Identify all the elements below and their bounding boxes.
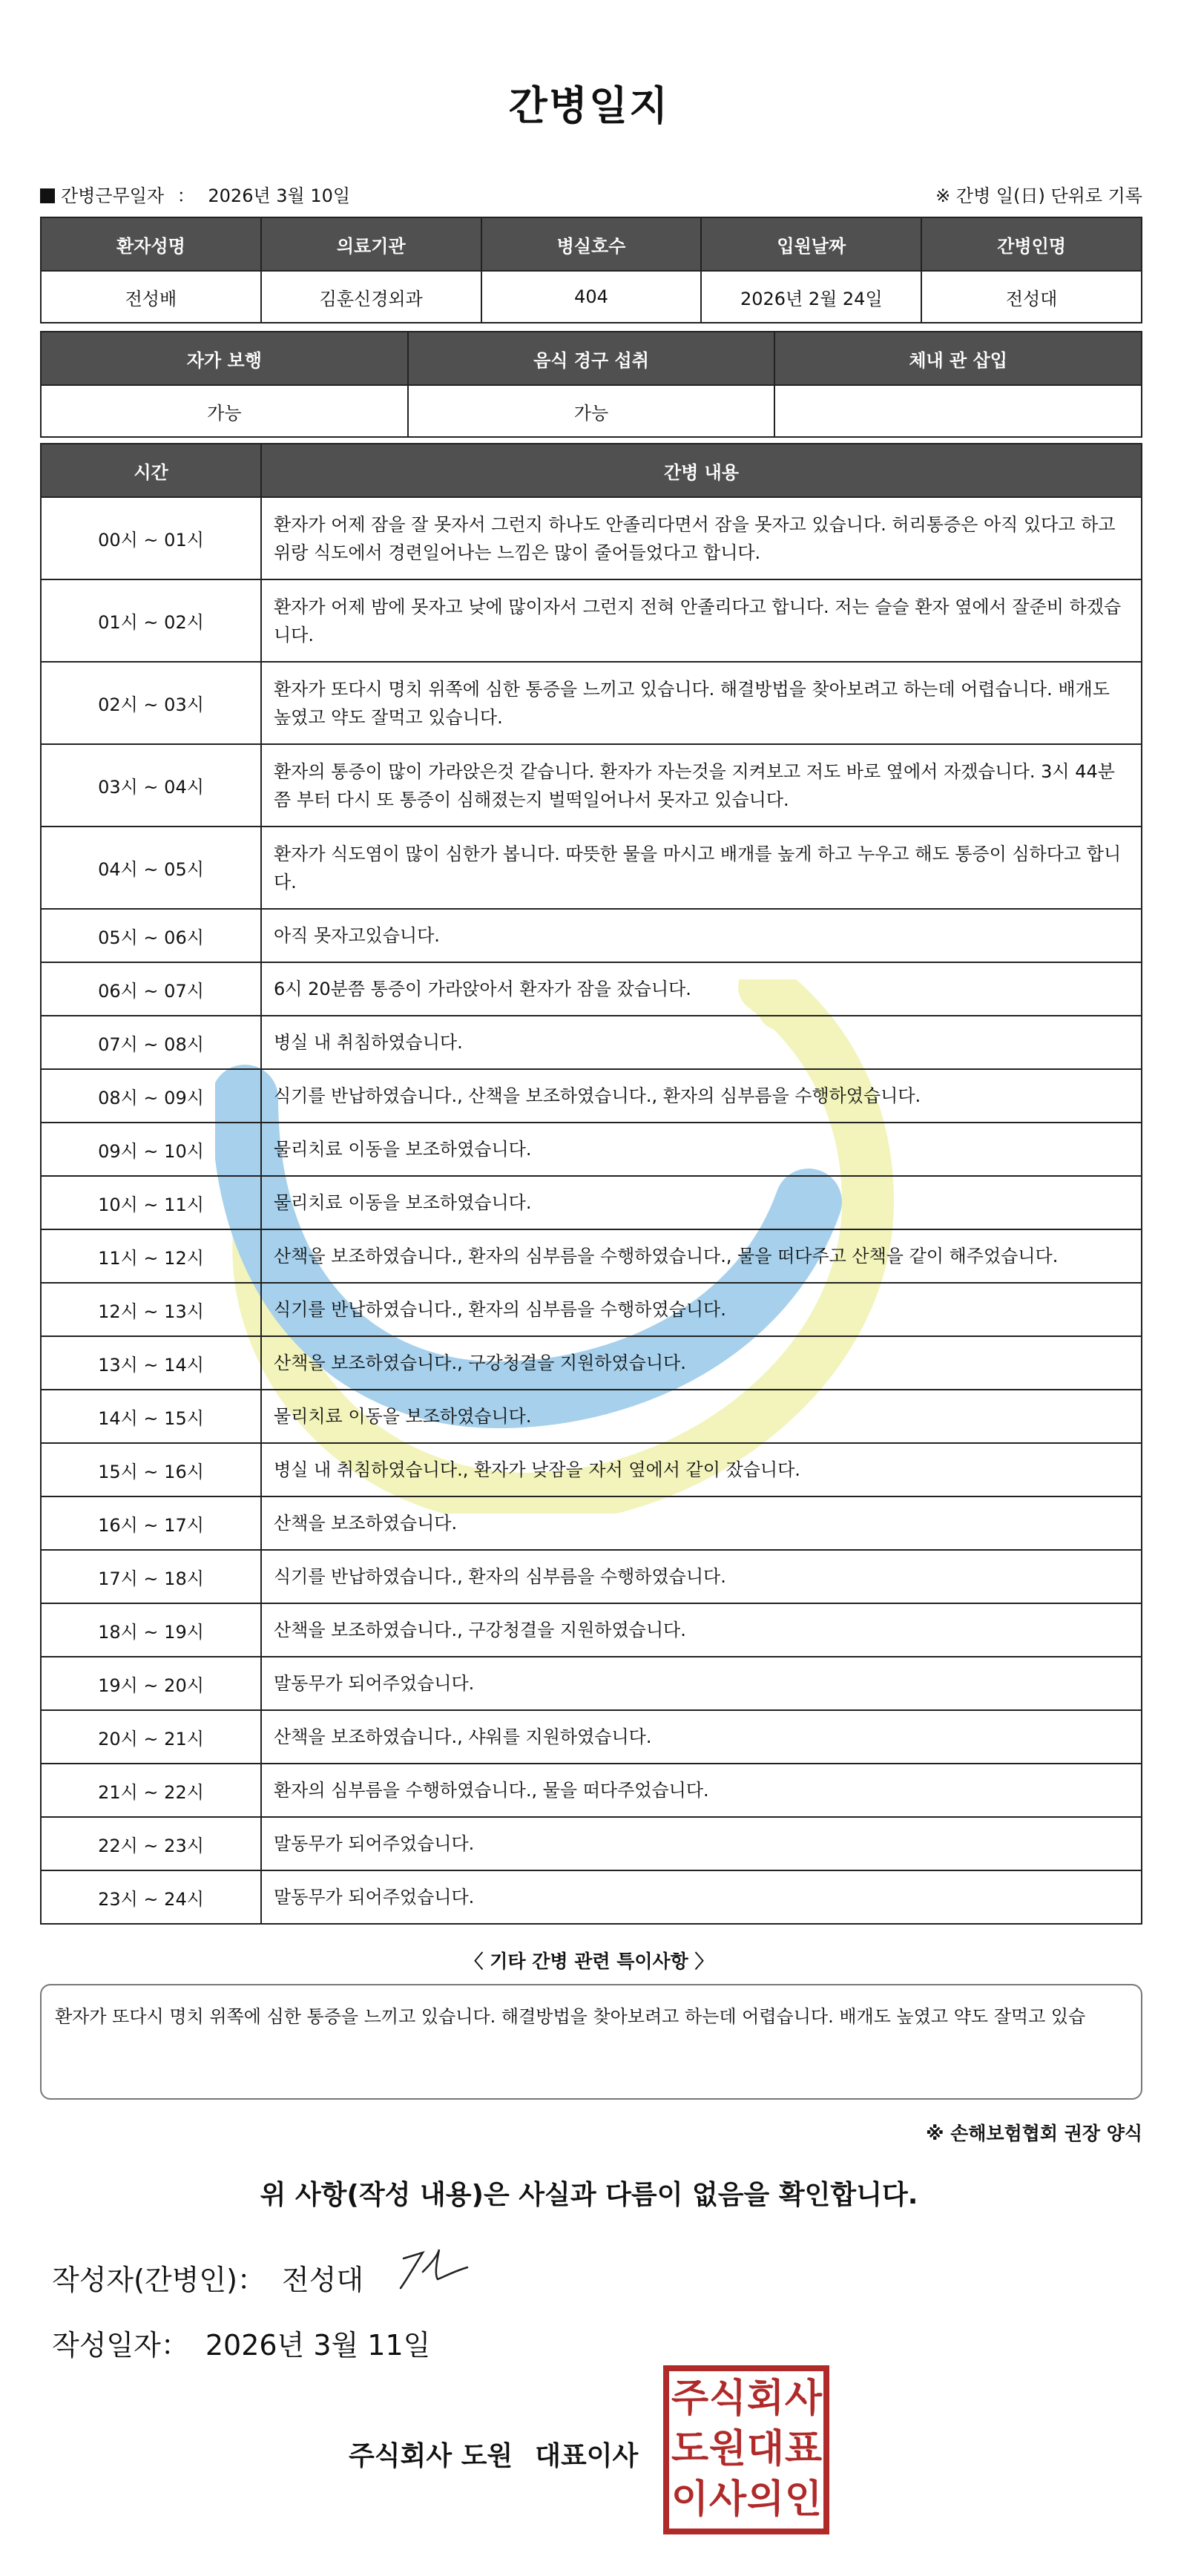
- log-content-cell: 아직 못자고있습니다.: [261, 909, 1142, 962]
- header-hospital: 의료기관: [261, 217, 481, 271]
- company-name: 주식회사 도원: [349, 2441, 513, 2471]
- table-row: [41, 1390, 1142, 1443]
- log-time-cell: 18시 ~ 19시: [41, 1603, 261, 1657]
- log-content-cell: 말동무가 되어주었습니다.: [261, 1870, 1142, 1924]
- work-date-label: 간병근무일자: [61, 185, 165, 206]
- log-time-cell: 08시 ~ 09시: [41, 1069, 261, 1123]
- work-date: [40, 181, 350, 207]
- unit-note: ※ 간병 일(日) 단위로 기록: [935, 185, 1142, 206]
- table-row: [41, 1176, 1142, 1229]
- table-row: [41, 1817, 1142, 1870]
- room-number: 404: [481, 271, 702, 323]
- log-content-cell: 환자의 통증이 많이 가라앉은것 같습니다. 환자가 자는것을 지켜보고 저도 바로 옆에서 자겠습니다. 3시 44분쯤 부터 다시 또 통증이 심해졌는지 벌떡일어나서 못자고 있습니다.: [261, 744, 1142, 827]
- written-date-value: 2026년 3월 11일: [205, 2329, 431, 2362]
- caregiver-name: 전성대: [921, 271, 1142, 323]
- log-content-cell: 산책을 보조하였습니다., 구강청결을 지원하였습니다.: [261, 1336, 1142, 1390]
- seal-char: 사: [708, 2477, 747, 2522]
- patient-info-table: [40, 217, 1142, 323]
- work-date-value: 2026년 3월 10일: [208, 185, 351, 206]
- table-row: [41, 662, 1142, 744]
- log-time-cell: 00시 ~ 01시: [41, 497, 261, 579]
- header-care-content: 간병 내용: [261, 444, 1142, 497]
- log-time-cell: 19시 ~ 20시: [41, 1657, 261, 1710]
- seal-char: 이: [671, 2477, 709, 2522]
- log-content-cell: 말동무가 되어주었습니다.: [261, 1657, 1142, 1710]
- seal-char: 도: [671, 2427, 709, 2471]
- seal-char: 원: [708, 2427, 747, 2471]
- special-notes-title: 〈 기타 간병 관련 특이사항 〉: [464, 1951, 714, 1972]
- square-bullet-icon: [40, 188, 55, 203]
- writer-label: 작성자(간병인)：: [52, 2264, 266, 2296]
- log-time-cell: 11시 ~ 12시: [41, 1229, 261, 1283]
- table-row: [41, 827, 1142, 909]
- log-time-cell: 03시 ~ 04시: [41, 744, 261, 827]
- header-admission-date: 입원날짜: [701, 217, 921, 271]
- log-time-cell: 13시 ~ 14시: [41, 1336, 261, 1390]
- log-time-cell: 06시 ~ 07시: [41, 962, 261, 1016]
- table-row: [41, 962, 1142, 1016]
- patient-name: 전성배: [41, 271, 261, 323]
- log-content-cell: 물리치료 이동을 보조하였습니다.: [261, 1123, 1142, 1176]
- log-time-cell: 17시 ~ 18시: [41, 1550, 261, 1603]
- seal-characters: [671, 2376, 823, 2522]
- table-row: [41, 744, 1142, 827]
- log-time-cell: 04시 ~ 05시: [41, 827, 261, 909]
- seal-char: 인: [784, 2477, 823, 2522]
- tube-insertion-value: [774, 385, 1142, 437]
- header-patient-name: 환자성명: [41, 217, 261, 271]
- table-row: [41, 1710, 1142, 1764]
- log-time-cell: 07시 ~ 08시: [41, 1016, 261, 1069]
- table-row: [41, 909, 1142, 962]
- seal-char: 회: [746, 2376, 785, 2421]
- log-content-cell: 환자의 심부름을 수행하였습니다., 물을 떠다주었습니다.: [261, 1764, 1142, 1817]
- header-tube-insertion: 체내 관 삽입: [774, 332, 1142, 385]
- log-content-cell: 산책을 보조하였습니다., 구강청결을 지원하였습니다.: [261, 1603, 1142, 1657]
- log-content-cell: 환자가 어제 밤에 못자고 낮에 많이자서 그런지 전혀 안졸리다고 합니다. 저는 슬슬 환자 옆에서 잘준비 하겠습니다.: [261, 579, 1142, 662]
- log-content-cell: 식기를 반납하였습니다., 환자의 심부름을 수행하였습니다.: [261, 1550, 1142, 1603]
- confirmation-statement: 위 사항(작성 내용)은 사실과 다름이 없음을 확인합니다.: [260, 2180, 918, 2210]
- header-self-walking: 자가 보행: [41, 332, 408, 385]
- log-content-cell: 물리치료 이동을 보조하였습니다.: [261, 1176, 1142, 1229]
- table-row: [41, 1336, 1142, 1390]
- log-time-cell: 21시 ~ 22시: [41, 1764, 261, 1817]
- seal-char: 대: [746, 2427, 785, 2471]
- log-time-cell: 05시 ~ 06시: [41, 909, 261, 962]
- writer-row: [52, 2257, 363, 2298]
- table-row: [41, 1123, 1142, 1176]
- written-date-label: 작성일자：: [52, 2329, 189, 2362]
- written-date-row: [52, 2322, 430, 2363]
- table-row: [41, 1496, 1142, 1550]
- table-row: [41, 1443, 1142, 1496]
- seal-char: 의: [746, 2477, 785, 2522]
- oral-intake-value: 가능: [408, 385, 775, 437]
- log-time-cell: 20시 ~ 21시: [41, 1710, 261, 1764]
- log-content-cell: 병실 내 취침하였습니다., 환자가 낮잠을 자서 옆에서 같이 잤습니다.: [261, 1443, 1142, 1496]
- seal-char: 주: [671, 2376, 709, 2421]
- table-row: [41, 1870, 1142, 1924]
- log-content-cell: 식기를 반납하였습니다., 산책을 보조하였습니다., 환자의 심부름을 수행하였습니다.: [261, 1069, 1142, 1123]
- log-content-cell: 물리치료 이동을 보조하였습니다.: [261, 1390, 1142, 1443]
- log-time-cell: 14시 ~ 15시: [41, 1390, 261, 1443]
- log-content-cell: 산책을 보조하였습니다., 환자의 심부름을 수행하였습니다., 물을 떠다주고 산책을 같이 해주었습니다.: [261, 1229, 1142, 1283]
- header-room: 병실호수: [481, 217, 702, 271]
- log-content-cell: 환자가 식도염이 많이 심한가 봅니다. 따뜻한 물을 마시고 배개를 높게 하고 누우고 해도 통증이 심하다고 합니다.: [261, 827, 1142, 909]
- log-content-cell: 산책을 보조하였습니다., 샤워를 지원하였습니다.: [261, 1710, 1142, 1764]
- header-time: 시간: [41, 444, 261, 497]
- table-row: [41, 1603, 1142, 1657]
- table-row: [41, 1764, 1142, 1817]
- company-seal-stamp: [662, 2364, 831, 2536]
- company-signoff: [349, 2435, 638, 2473]
- seal-char: 사: [784, 2376, 823, 2421]
- table-row: [41, 497, 1142, 579]
- table-row: [41, 1283, 1142, 1336]
- log-time-cell: 10시 ~ 11시: [41, 1176, 261, 1229]
- header-oral-intake: 음식 경구 섭취: [408, 332, 775, 385]
- log-content-cell: 산책을 보조하였습니다.: [261, 1496, 1142, 1550]
- header-caregiver: 간병인명: [921, 217, 1142, 271]
- table-row: [41, 1016, 1142, 1069]
- ability-table: [40, 331, 1142, 438]
- log-time-cell: 15시 ~ 16시: [41, 1443, 261, 1496]
- log-time-cell: 16시 ~ 17시: [41, 1496, 261, 1550]
- writer-name: 전성대: [281, 2264, 364, 2296]
- admission-date: 2026년 2월 24일: [701, 271, 921, 323]
- log-content-cell: 말동무가 되어주었습니다.: [261, 1817, 1142, 1870]
- table-row: [41, 1657, 1142, 1710]
- recommend-note: ※ 손해보험협회 권장 양식: [926, 2123, 1142, 2144]
- seal-char: 식: [708, 2376, 747, 2421]
- table-row: [41, 1069, 1142, 1123]
- self-walking-value: 가능: [41, 385, 408, 437]
- table-row: [41, 1550, 1142, 1603]
- log-content-cell: 병실 내 취침하였습니다.: [261, 1016, 1142, 1069]
- log-time-cell: 01시 ~ 02시: [41, 579, 261, 662]
- seal-char: 표: [784, 2427, 823, 2471]
- signature-image: [393, 2242, 475, 2294]
- page-title: 간병일지: [508, 82, 670, 129]
- table-row: [41, 579, 1142, 662]
- care-log-table: [40, 443, 1142, 1925]
- log-content-cell: 식기를 반납하였습니다., 환자의 심부름을 수행하였습니다.: [261, 1283, 1142, 1336]
- table-row: [41, 1229, 1142, 1283]
- log-content-cell: 환자가 또다시 명치 위쪽에 심한 통증을 느끼고 있습니다. 해결방법을 찾아보려고 하는데 어렵습니다. 배개도 높였고 약도 잘먹고 있습니다.: [261, 662, 1142, 744]
- work-date-separator: ：: [177, 185, 195, 206]
- ceo-title: 대표이사: [535, 2441, 639, 2471]
- log-content-cell: 환자가 어제 잠을 잘 못자서 그런지 하나도 안졸리다면서 잠을 못자고 있습니다. 허리통증은 아직 있다고 하고 위랑 식도에서 경련일어나는 느낌은 많이 줄어들었다고 합니다.: [261, 497, 1142, 579]
- log-time-cell: 02시 ~ 03시: [41, 662, 261, 744]
- log-time-cell: 09시 ~ 10시: [41, 1123, 261, 1176]
- hospital-name: 김훈신경외과: [261, 271, 481, 323]
- log-time-cell: 23시 ~ 24시: [41, 1870, 261, 1924]
- special-notes-box: 환자가 또다시 명치 위쪽에 심한 통증을 느끼고 있습니다. 해결방법을 찾아보려고 하는데 어렵습니다. 배개도 높였고 약도 잘먹고 있습: [40, 1984, 1142, 2100]
- log-time-cell: 22시 ~ 23시: [41, 1817, 261, 1870]
- log-content-cell: 6시 20분쯤 통증이 가라앉아서 환자가 잠을 잤습니다.: [261, 962, 1142, 1016]
- log-time-cell: 12시 ~ 13시: [41, 1283, 261, 1336]
